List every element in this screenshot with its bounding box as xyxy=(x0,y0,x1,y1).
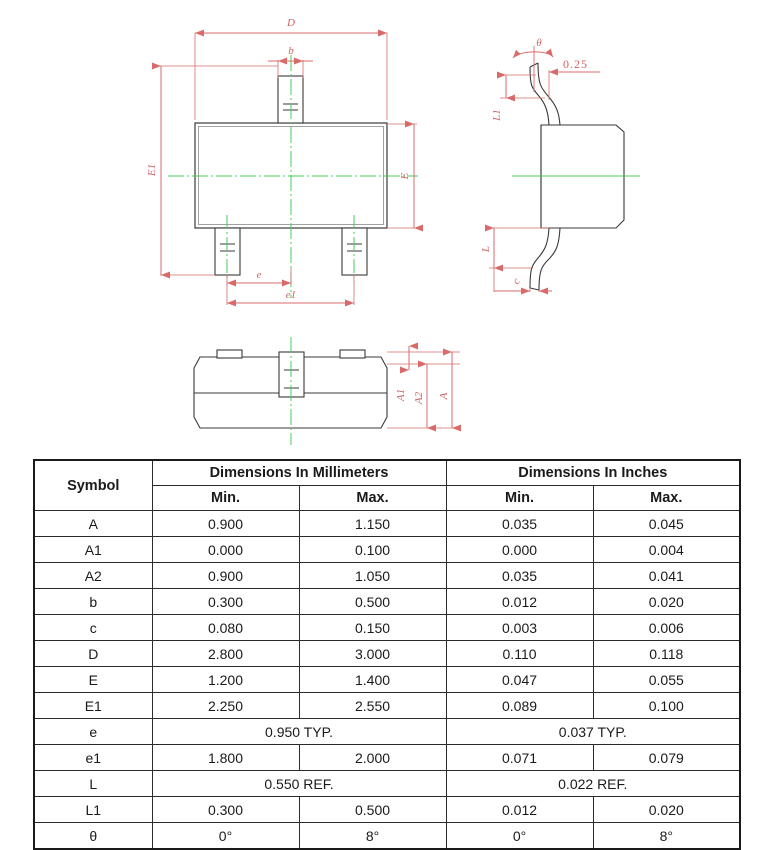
cell-in-max: 0.020 xyxy=(593,797,740,823)
cell-in-max: 0.006 xyxy=(593,615,740,641)
table-row xyxy=(34,745,740,771)
dimension-label-b: b xyxy=(288,45,294,57)
cell-symbol: L xyxy=(34,771,152,797)
cell-mm-max: 2.000 xyxy=(299,745,446,771)
cell-in-min: 0.012 xyxy=(446,797,593,823)
table-row xyxy=(34,693,740,719)
cell-in-min: 0.000 xyxy=(446,537,593,563)
cell-mm-min: 2.250 xyxy=(152,693,299,719)
table-row xyxy=(34,537,740,563)
cell-symbol: E1 xyxy=(34,693,152,719)
dimension-L1 xyxy=(491,75,545,122)
cell-mm-max: 3.000 xyxy=(299,641,446,667)
cell-mm-max: 1.050 xyxy=(299,563,446,589)
dimension-label-A2: A2 xyxy=(413,391,425,405)
dimension-label-0-25: 0.25 xyxy=(563,57,588,71)
cell-in-min: 0.089 xyxy=(446,693,593,719)
cell-mm-min: 0.900 xyxy=(152,511,299,537)
cell-mm-min: 0.300 xyxy=(152,797,299,823)
cell-in-max: 8° xyxy=(593,823,740,850)
dimension-c xyxy=(494,268,552,292)
cell-mm-span: 0.950 TYP. xyxy=(152,719,446,745)
dimension-label-E1: E1 xyxy=(146,163,158,177)
cell-in-min: 0.003 xyxy=(446,615,593,641)
table-row xyxy=(34,589,740,615)
dimension-gap-025 xyxy=(549,57,600,100)
side-view-lead-bottom xyxy=(530,228,560,290)
dimension-b xyxy=(268,45,313,78)
cell-mm-max: 1.150 xyxy=(299,511,446,537)
dimension-label-theta: θ xyxy=(536,37,542,49)
cell-mm-min: 1.200 xyxy=(152,667,299,693)
cell-symbol: θ xyxy=(34,823,152,850)
header-millimeters: Dimensions In Millimeters xyxy=(152,460,446,486)
cell-in-min: 0° xyxy=(446,823,593,850)
cell-symbol: L1 xyxy=(34,797,152,823)
cell-symbol: e1 xyxy=(34,745,152,771)
dimension-L xyxy=(480,228,549,268)
cell-mm-min: 0° xyxy=(152,823,299,850)
cell-in-max: 0.041 xyxy=(593,563,740,589)
table-row xyxy=(34,641,740,667)
cell-mm-min: 0.000 xyxy=(152,537,299,563)
cell-in-min: 0.110 xyxy=(446,641,593,667)
cell-in-max: 0.118 xyxy=(593,641,740,667)
table-row xyxy=(34,615,740,641)
cell-mm-max: 0.100 xyxy=(299,537,446,563)
dimension-label-e1: e1 xyxy=(285,289,297,301)
cell-symbol: c xyxy=(34,615,152,641)
dimension-label-E: E xyxy=(399,172,411,180)
cell-in-max: 0.045 xyxy=(593,511,740,537)
cell-in-max: 0.079 xyxy=(593,745,740,771)
cell-mm-min: 0.080 xyxy=(152,615,299,641)
table-row xyxy=(34,771,740,797)
cell-symbol: A2 xyxy=(34,563,152,589)
cell-in-min: 0.035 xyxy=(446,563,593,589)
dimension-theta xyxy=(513,37,553,92)
dimension-label-A: A xyxy=(438,392,450,400)
cell-in-min: 0.047 xyxy=(446,667,593,693)
dimension-label-L1: L1 xyxy=(491,109,503,121)
cell-in-span: 0.037 TYP. xyxy=(446,719,740,745)
table-row xyxy=(34,511,740,537)
dimension-label-e: e xyxy=(256,269,262,281)
side-view xyxy=(480,37,640,292)
dimensions-table xyxy=(33,459,741,850)
table-row xyxy=(34,719,740,745)
cell-in-max: 0.004 xyxy=(593,537,740,563)
cell-mm-min: 0.300 xyxy=(152,589,299,615)
dimension-label-A1: A1 xyxy=(395,388,407,402)
cell-in-max: 0.100 xyxy=(593,693,740,719)
cell-mm-min: 1.800 xyxy=(152,745,299,771)
cell-mm-max: 0.150 xyxy=(299,615,446,641)
cell-in-span: 0.022 REF. xyxy=(446,771,740,797)
header-mm-min: Min. xyxy=(152,486,299,511)
header-in-max: Max. xyxy=(593,486,740,511)
cell-in-min: 0.071 xyxy=(446,745,593,771)
cell-mm-max: 0.500 xyxy=(299,797,446,823)
cell-mm-max: 8° xyxy=(299,823,446,850)
cell-mm-max: 2.550 xyxy=(299,693,446,719)
table-row xyxy=(34,823,740,850)
header-symbol: Symbol xyxy=(34,460,152,511)
table-header xyxy=(34,460,740,511)
top-view xyxy=(146,17,418,305)
table-row xyxy=(34,563,740,589)
dimension-label-L: L xyxy=(480,245,492,253)
front-view xyxy=(194,337,460,445)
table-row xyxy=(34,667,740,693)
dimension-A2 xyxy=(413,364,427,428)
dimension-label-D: D xyxy=(287,17,295,29)
cell-mm-span: 0.550 REF. xyxy=(152,771,446,797)
cell-symbol: D xyxy=(34,641,152,667)
header-inches: Dimensions In Inches xyxy=(446,460,740,486)
cell-mm-max: 0.500 xyxy=(299,589,446,615)
header-in-min: Min. xyxy=(446,486,593,511)
header-mm-max: Max. xyxy=(299,486,446,511)
dimension-label-c: c xyxy=(510,275,523,287)
cell-in-min: 0.012 xyxy=(446,589,593,615)
cell-in-max: 0.020 xyxy=(593,589,740,615)
table-row xyxy=(34,797,740,823)
cell-symbol: E xyxy=(34,667,152,693)
cell-in-min: 0.035 xyxy=(446,511,593,537)
table-body xyxy=(34,511,740,850)
cell-symbol: b xyxy=(34,589,152,615)
cell-symbol: A1 xyxy=(34,537,152,563)
cell-in-max: 0.055 xyxy=(593,667,740,693)
cell-mm-min: 2.800 xyxy=(152,641,299,667)
cell-symbol: A xyxy=(34,511,152,537)
cell-mm-min: 0.900 xyxy=(152,563,299,589)
cell-symbol: e xyxy=(34,719,152,745)
cell-mm-max: 1.400 xyxy=(299,667,446,693)
